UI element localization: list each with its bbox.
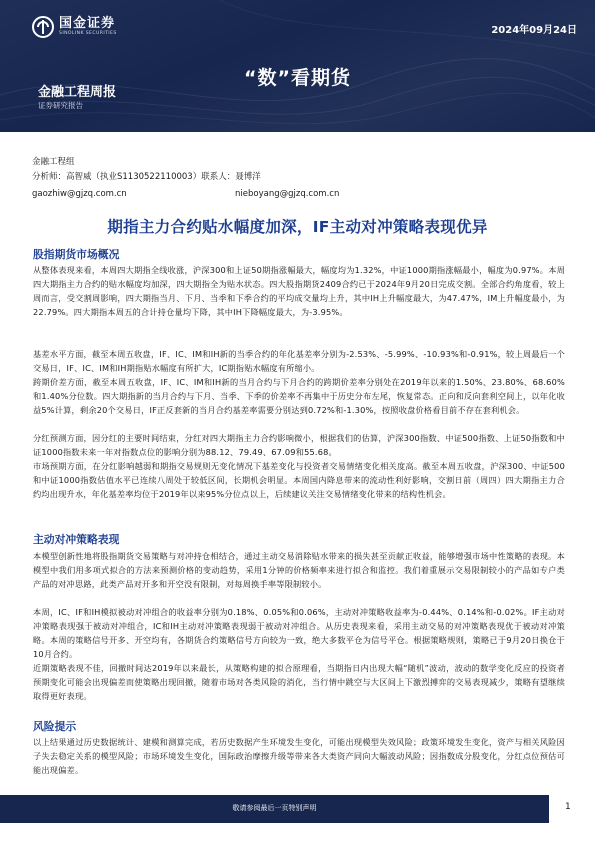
paragraph-strategy-drawdown: 近期策略表现不佳，回撤时间达2019年以来最长，从策略构建的拟合原理看，当期指日内出现大幅“随机”波动，波动的数学变化反应的投资者预期变化可能会出现偏差而使策略出现回撤，随着市场对各类风险的消化，当行情中跳空与大区间上下激烈搏弈的交易表现减少，策略有望继续取得更好表现。 <box>33 663 565 701</box>
report-series-title: “数”看期货 <box>244 67 351 89</box>
logo-chinese-name: 国金证券 <box>59 16 116 32</box>
report-date: 2024年09月24日 <box>491 25 577 36</box>
main-headline: 期指主力合约贴水幅度加深，IF主动对冲策略表现优异 <box>107 218 488 236</box>
report-header-banner <box>0 0 595 132</box>
contact-email-link[interactable]: nieboyang@gjzq.com.cn <box>235 189 340 199</box>
section-heading-risk: 风险提示 <box>33 720 77 733</box>
paragraph-risk-warning: 以上结果通过历史数据统计、建模和测算完成，若历史数据产生环境发生变化，可能出现模型失效风险；政策环境发生变化，资产与相关风险因子失去稳定关系的模型风险；市场环境发生变化，国际政治摩擦升级等带来各大类资产同向大幅波动风险；因指数成分股变化，分红点位预估可能出现偏差。 <box>33 737 565 775</box>
paragraph-strategy-performance: 本周，IC、IF和IH模拟被动对冲组合的收益率分别为0.18%、0.05%和0.06%，主动对冲策略收益率为-0.44%、0.14%和-0.02%。IF主动对冲策略表现强于被动对冲组合，IC和IH主动对冲策略表现弱于被动对冲组合。从历史表现来看，采用主动交易的对冲策略表现优于被动对冲策略。本周的策略信号开多、开空均有，各期货合约策略信号方向较为一致，绝大多数平仓为信号平仓。根据策略规则，策略已于9月20日换仓于10月合约。 <box>33 607 565 659</box>
paragraph-basis: 基差水平方面，截至本周五收盘，IF、IC、IM和IH新的当季合约的年化基差率分别为-2.53%、-5.99%、-10.93%和-0.91%，较上周最后一个交易日，IF、IC、IM和IH期指贴水幅度有所扩大，IC期指贴水幅度有所缩小。 <box>33 349 565 373</box>
analyst-line: 分析师：高智威（执业S1130522110003）联系人：聂博洋 <box>32 172 261 182</box>
company-logo <box>32 16 117 38</box>
footer-disclaimer-link[interactable]: 敬请参阅最后一页特别声明 <box>232 804 317 812</box>
paragraph-market-expectation: 市场预期方面，在分红影响越弱和期指交易规则无变化情况下基差变化与投资者交易情绪变化相关度高。截至本周五收盘，沪深300、中证500和中证1000指数估值水平已连续八周处于较低区间，长期机会明显。本周国内降息带来的流动性利好影响，交割日前（周四）四大期指主力合约均出现升水，年化基差率均位于2019年以来95%分位点以上，后续建议关注交易情绪变化带来的结构性机会。 <box>33 461 565 499</box>
section-heading-market: 股指期货市场概况 <box>33 248 120 261</box>
section-heading-strategy: 主动对冲策略表现 <box>33 533 120 546</box>
report-category: 证券研究报告 <box>38 101 83 110</box>
paragraph-dividend-forecast: 分红预测方面，因分红的主要时间结束，分红对四大期指主力合约影响微小，根据我们的估算，沪深300指数、中证500指数、上证50指数和中证1000指数未来一年对指数点位的影响分别为88.12、79.49、67.09和55.68。 <box>33 433 565 457</box>
logo-english-name: SINOLINK SECURITIES <box>59 31 117 37</box>
logo-mark-icon <box>32 16 54 38</box>
paragraph-market-overview: 从整体表现来看，本周四大期指全线收涨，沪深300和上证50期指涨幅最大，幅度均为1.32%，中证1000期指涨幅最小，幅度为0.97%。本周四大期指主力合约的贴水幅度均加深，四大期指全为贴水状态。四大股指期货2409合约已于2024年9月20日完成交割。全部合约角度看，较上周而言，受交割周影响，四大期指当月、下月、当季和下季合约的平均成交量均上升，其中IH上升幅度最大，为47.47%，IM上升幅度最小，为22.79%。四大期指本周五的合计持仓量均下降，其中IH下降幅度最大，为-3.95%。 <box>33 265 565 317</box>
paragraph-calendar-spread: 跨期价差方面，截至本周五收盘，IF、IC、IM和IH新的当月合约与下月合约的跨期价差率分别处在2019年以来的1.50%、23.80%、68.60%和1.40%分位数。四大期指新的当月合约与下月、当季、下季的价差率不再集中于历史分布左尾，恢复常态。正向和反向套利空间上，以年化收益5%计算，剩余20个交易日，IF正反套新的当月合约基差率需要分别达到0.72%和-1.30%，按照收盘价格看目前不存在套利机会。 <box>33 377 565 415</box>
paragraph-strategy-model: 本模型创新性地将股指期货交易策略与对冲持仓相结合，通过主动交易消除贴水带来的损失甚至贡献正收益，能够增强市场中性策略的表现。本模型中我们用多项式拟合的方法来预测价格的变动趋势，采用1分钟的价格频率来进行拟合和监控。我们着重展示交易限制较小的产品如专户类产品的对冲思路，此类产品对开多和开空没有限制，对每周换手率等限制较小。 <box>33 551 565 589</box>
research-group: 金融工程组 <box>32 157 75 167</box>
report-type: 金融工程周报 <box>38 85 117 100</box>
analyst-email-link[interactable]: gaozhiw@gjzq.com.cn <box>32 189 127 199</box>
page-number: 1 <box>565 802 571 812</box>
